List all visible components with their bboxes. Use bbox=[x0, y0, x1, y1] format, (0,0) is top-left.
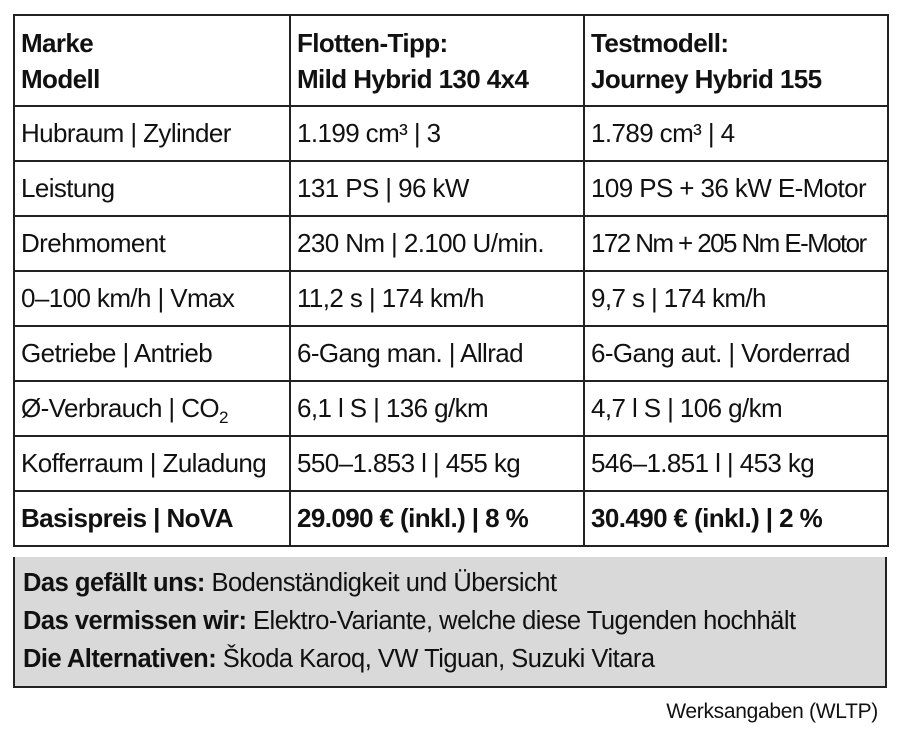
fleet-value: 131 PS | 96 kW bbox=[290, 161, 584, 216]
test-value: 6-Gang aut. | Vorderrad bbox=[584, 326, 888, 381]
fleet-value: 550–1.853 l | 455 kg bbox=[290, 436, 584, 491]
test-value: 172 Nm + 205 Nm E-Motor bbox=[584, 216, 888, 271]
fleet-value: 1.199 cm³ | 3 bbox=[290, 106, 584, 161]
header-test-model: Testmodell: Journey Hybrid 155 bbox=[584, 15, 888, 106]
table-row bbox=[14, 326, 888, 381]
table-row bbox=[14, 436, 888, 491]
likes-line: Das gefällt uns: Bodenständigkeit und Übersicht bbox=[23, 569, 557, 597]
test-value: 30.490 € (inkl.) | 2 % bbox=[584, 491, 888, 546]
alternatives-line: Die Alternativen: Škoda Karoq, VW Tiguan, Suzuki Vitara bbox=[23, 645, 655, 673]
header-row bbox=[14, 15, 888, 106]
test-value: 4,7 l S | 106 g/km bbox=[584, 381, 888, 436]
row-label: Leistung bbox=[14, 161, 290, 216]
header-fleet-tip: Flotten-Tipp: Mild Hybrid 130 4x4 bbox=[290, 15, 584, 106]
table-row bbox=[14, 271, 888, 326]
misses-line: Das vermissen wir: Elektro-Variante, welche diese Tugenden hochhält bbox=[23, 607, 796, 635]
summary-box bbox=[13, 557, 887, 688]
table-row bbox=[14, 381, 888, 436]
table-row-price bbox=[14, 491, 888, 546]
test-value: 546–1.851 l | 453 kg bbox=[584, 436, 888, 491]
header-brand-model: Marke Modell bbox=[14, 15, 290, 106]
row-label: Ø-Verbrauch | $CO_2$ bbox=[14, 381, 290, 436]
row-label: Basispreis | NoVA bbox=[14, 491, 290, 546]
fleet-value: 6-Gang man. | Allrad bbox=[290, 326, 584, 381]
spec-table bbox=[13, 14, 889, 547]
fleet-value: 6,1 l S | 136 g/km bbox=[290, 381, 584, 436]
table-row bbox=[14, 216, 888, 271]
row-label: Getriebe | Antrieb bbox=[14, 326, 290, 381]
row-label: 0–100 km/h | Vmax bbox=[14, 271, 290, 326]
test-value: 109 PS + 36 kW E-Motor bbox=[584, 161, 888, 216]
test-value: 9,7 s | 174 km/h bbox=[584, 271, 888, 326]
fleet-value: 11,2 s | 174 km/h bbox=[290, 271, 584, 326]
table-row bbox=[14, 161, 888, 216]
fleet-value: 230 Nm | 2.100 U/min. bbox=[290, 216, 584, 271]
table-row bbox=[14, 106, 888, 161]
source-note: Werksangaben (WLTP) bbox=[666, 700, 878, 723]
test-value: 1.789 cm³ | 4 bbox=[584, 106, 888, 161]
fleet-value: 29.090 € (inkl.) | 8 % bbox=[290, 491, 584, 546]
row-label: Hubraum | Zylinder bbox=[14, 106, 290, 161]
row-label: Drehmoment bbox=[14, 216, 290, 271]
row-label: Kofferraum | Zuladung bbox=[14, 436, 290, 491]
